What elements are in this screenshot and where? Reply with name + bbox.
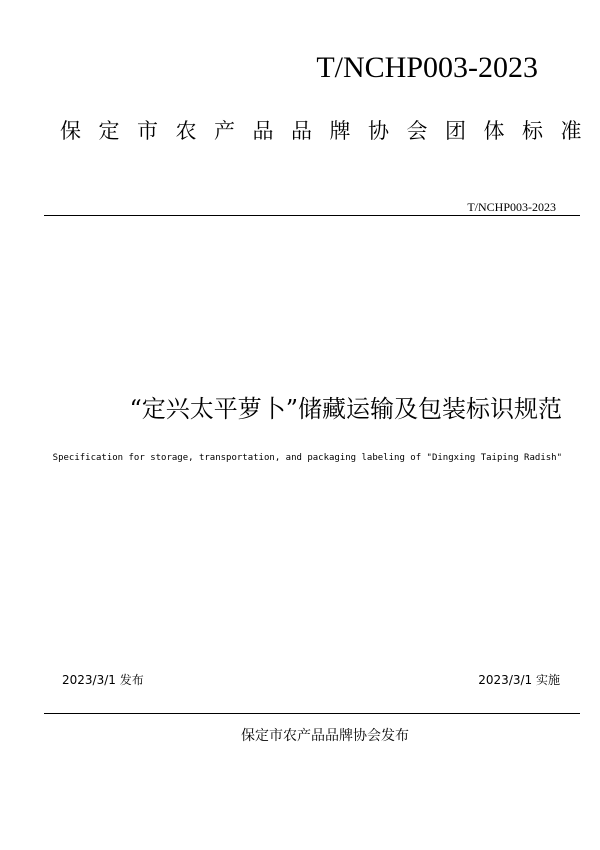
issuer-line: 保定市农产品品牌协会发布 <box>241 728 409 744</box>
organization-standard-label: 保定市农产品品牌协会团体标准 <box>60 119 599 143</box>
document-title-chinese: “定兴太平萝卜”储藏运输及包装标识规范 <box>129 395 562 423</box>
standard-code-small: T/NCHP003-2023 <box>467 200 556 214</box>
standard-code: T/NCHP003-2023 <box>316 51 538 84</box>
top-divider <box>44 215 580 216</box>
document-title-english: Specification for storage, transportation, and packaging labeling of "Dingxing Taiping Radish" <box>52 453 562 463</box>
implementation-date: 2023/3/1 实施 <box>478 673 560 687</box>
bottom-divider <box>44 713 580 714</box>
publish-date: 2023/3/1 发布 <box>62 673 144 687</box>
